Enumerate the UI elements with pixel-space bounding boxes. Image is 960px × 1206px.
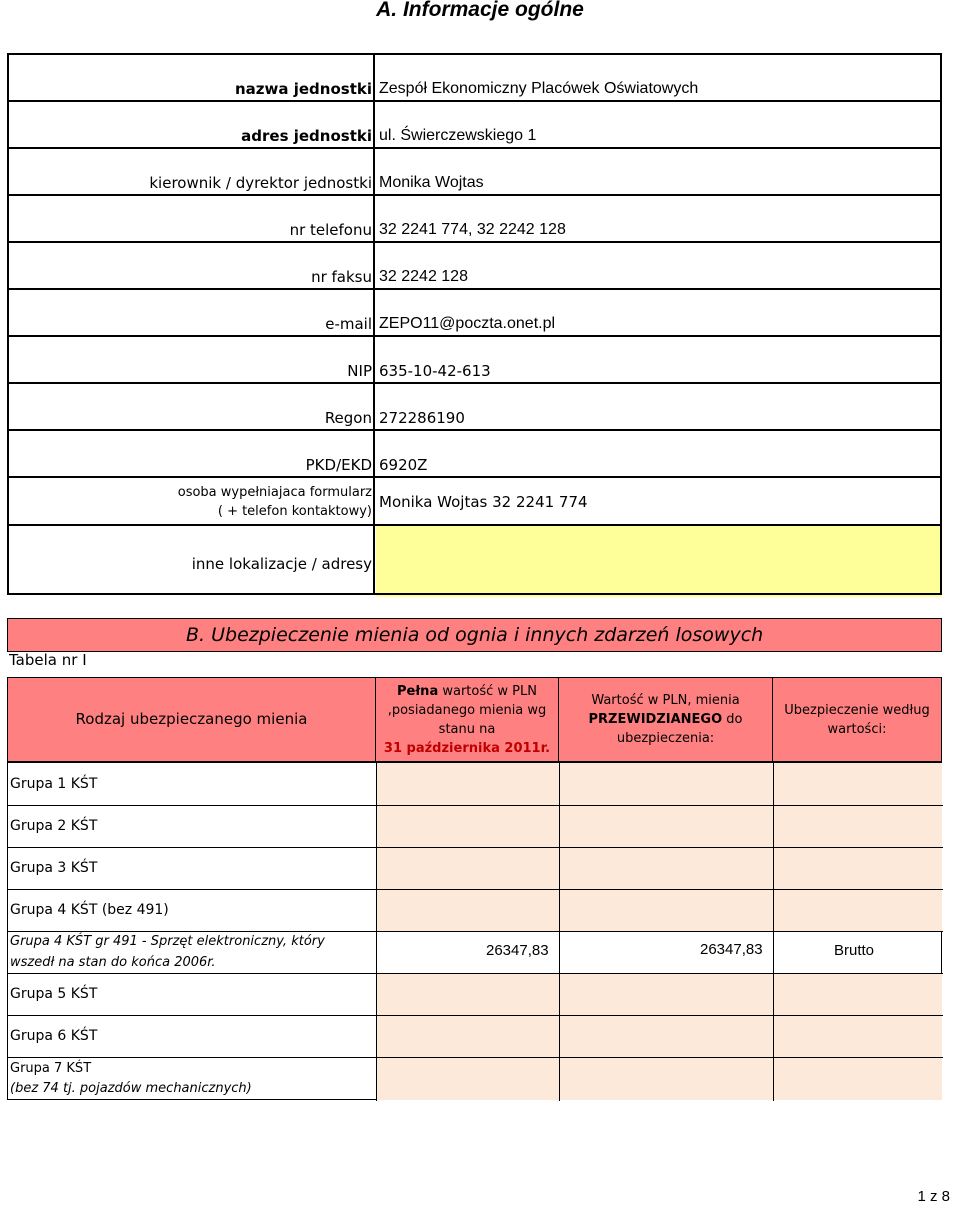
section-b-title: B. Ubezpieczenie mienia od ognia i innych zdarzeń losowych — [186, 624, 764, 646]
label-director: kierownik / dyrektor jednostki — [149, 174, 372, 192]
row-divider — [8, 805, 943, 806]
value-unit-name[interactable]: Zespół Ekonomiczny Placówek Oświatowych — [379, 80, 699, 97]
row-divider — [8, 1015, 943, 1016]
header-insured-value: Wartość w PLN, mienia PRZEWIDZIANEGO do ubezpieczenia: — [558, 677, 773, 762]
row-other-locations — [7, 524, 942, 597]
row-unit-name — [7, 53, 942, 102]
col-divider — [773, 763, 774, 1101]
value-director[interactable]: Monika Wojtas — [379, 174, 484, 191]
label-other-locations: inne lokalizacje / adresy — [191, 555, 372, 573]
label-fax: nr faksu — [311, 268, 372, 286]
value-other-locations[interactable] — [376, 526, 942, 597]
section-a-title: A. Informacje ogólne — [376, 0, 584, 21]
insured-value-group-4-491[interactable]: 26347,83 — [700, 941, 763, 958]
value-address[interactable]: ul. Świerczewskiego 1 — [379, 127, 537, 144]
row-label-group-4-491: Grupa 4 KŚT gr 491 - Sprzęt elektroniczny, który wszedł na stan do końca 2006r. — [10, 934, 325, 970]
row-contact-person — [7, 476, 942, 526]
row-nip — [7, 335, 942, 384]
value-phone[interactable]: 32 2241 774, 32 2242 128 — [379, 221, 566, 238]
general-info-table — [7, 53, 942, 595]
row-fax — [7, 241, 942, 290]
label-nip: NIP — [347, 362, 372, 380]
label-contact-person: osoba wypełniajaca formularz ( + telefon kontaktowy) — [177, 485, 372, 519]
row-phone — [7, 194, 942, 243]
row-divider — [8, 973, 943, 974]
row-label-group-1: Grupa 1 KŚT — [10, 776, 98, 792]
page-number: 1 z 8 — [917, 1188, 950, 1205]
row-label-group-4: Grupa 4 KŚT (bez 491) — [10, 902, 169, 918]
basis-group-4-491[interactable]: Brutto — [834, 942, 875, 959]
row-director — [7, 147, 942, 196]
header-full-value: Pełna wartość w PLN ,posiadanego mienia wg stanu na 31 października 2011r. — [375, 677, 559, 762]
property-table — [7, 762, 942, 1100]
row-label-group-6: Grupa 6 KŚT — [10, 1028, 98, 1044]
col-divider — [559, 763, 560, 1101]
row-divider — [8, 847, 943, 848]
label-phone: nr telefonu — [289, 221, 372, 239]
row-label-group-3: Grupa 3 KŚT — [10, 860, 98, 876]
row-regon — [7, 382, 942, 431]
full-value-group-4-491[interactable]: 26347,83 — [486, 942, 549, 959]
header-valuation-basis: Ubezpieczenie według wartości: — [772, 677, 942, 762]
header-property-type: Rodzaj ubezpieczanego mienia — [7, 677, 376, 762]
row-label-group-2: Grupa 2 KŚT — [10, 818, 98, 834]
input-area-bottom — [376, 973, 942, 1100]
row-pkd — [7, 429, 942, 478]
value-regon[interactable]: 272286190 — [379, 409, 465, 427]
column-divider — [373, 53, 375, 595]
value-fax[interactable]: 32 2242 128 — [379, 268, 468, 285]
value-nip[interactable]: 635-10-42-613 — [379, 362, 491, 380]
label-pkd: PKD/EKD — [305, 456, 372, 474]
value-email[interactable]: ZEPO11@poczta.onet.pl — [379, 315, 556, 332]
table-label: Tabela nr I — [9, 651, 87, 669]
label-email: e-mail — [325, 315, 372, 333]
label-regon: Regon — [324, 409, 372, 427]
value-contact-person[interactable]: Monika Wojtas 32 2241 774 — [379, 493, 588, 511]
row-address — [7, 100, 942, 149]
row-email — [7, 288, 942, 337]
col-divider — [376, 763, 377, 1101]
value-pkd[interactable]: 6920Z — [379, 456, 428, 474]
row-label-group-5: Grupa 5 KŚT — [10, 986, 98, 1002]
label-address: adres jednostki — [241, 127, 372, 145]
row-label-group-7: Grupa 7 KŚT (bez 74 tj. pojazdów mechanicznych) — [10, 1060, 252, 1096]
label-unit-name: nazwa jednostki — [235, 80, 372, 98]
